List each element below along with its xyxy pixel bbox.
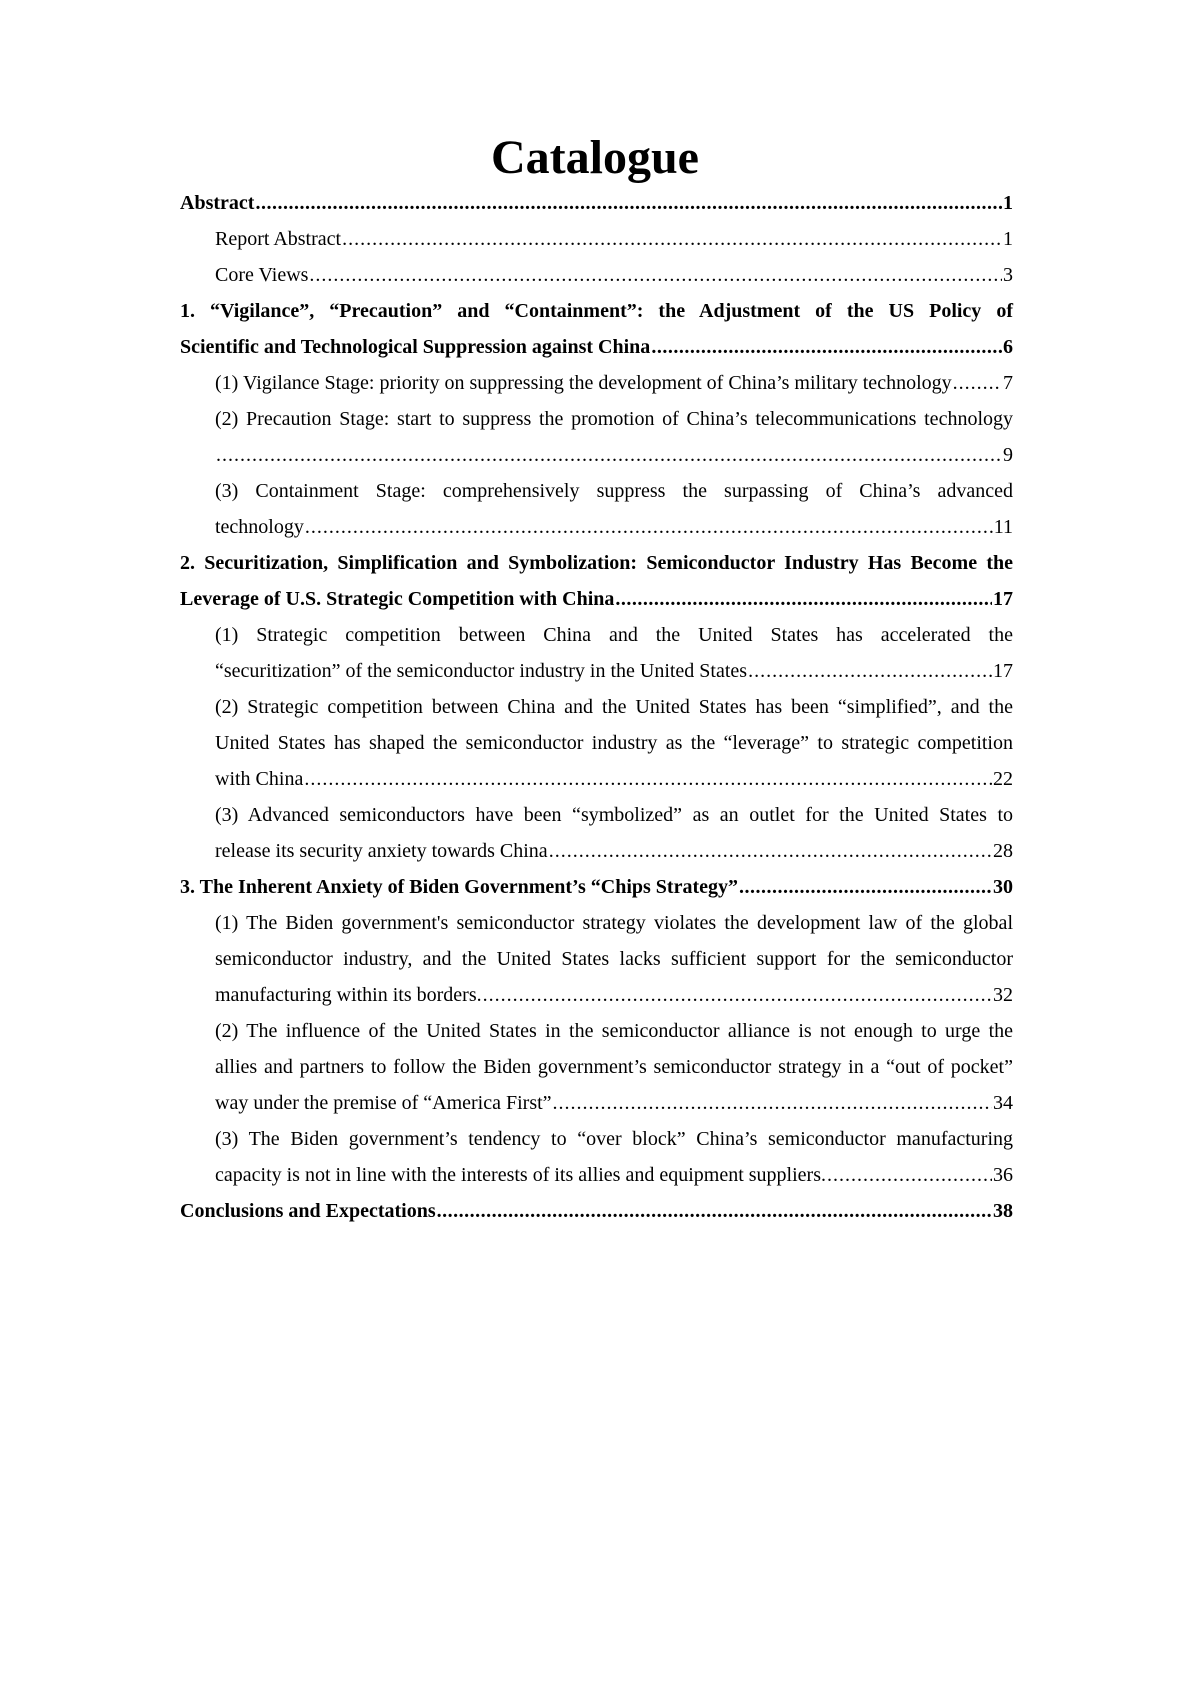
dot-leader bbox=[342, 221, 1002, 257]
toc-page-number: 28 bbox=[993, 840, 1013, 862]
toc-entry[interactable] bbox=[180, 869, 1013, 905]
toc-page-number: 36 bbox=[993, 1164, 1013, 1186]
toc-entry-text: 3. The Inherent Anxiety of Biden Government’s “Chips Strategy” bbox=[180, 876, 738, 898]
toc-page-number: 30 bbox=[993, 876, 1013, 898]
toc-entry-text: Scientific and Technological Suppression against China bbox=[180, 336, 651, 358]
toc-page-number: 17 bbox=[993, 588, 1013, 610]
toc-page-number: 3 bbox=[1003, 264, 1013, 286]
toc-page-number: 7 bbox=[1003, 372, 1013, 394]
toc-page-number: 17 bbox=[993, 660, 1013, 682]
dot-leader bbox=[304, 761, 992, 797]
toc-entry-text: with China bbox=[215, 768, 304, 790]
toc-entry-text: Abstract bbox=[180, 192, 255, 214]
toc-entry-text: (1) The Biden government's semiconductor strategy violates the development law of the global bbox=[215, 912, 1013, 934]
dot-leader bbox=[827, 1157, 992, 1193]
toc-page-number: 1 bbox=[1003, 228, 1013, 250]
toc-entry-text: 2. Securitization, Simplification and Symbolization: Semiconductor Industry Has Become the bbox=[180, 552, 1013, 574]
dot-leader bbox=[216, 437, 1002, 473]
toc-entry[interactable] bbox=[180, 1193, 1013, 1229]
toc-entry-text: United States has shaped the semiconductor industry as the “leverage” to strategic competition bbox=[215, 732, 1013, 754]
dot-leader bbox=[739, 869, 992, 905]
dot-leader bbox=[953, 365, 1002, 401]
toc-entry-text: (2) The influence of the United States in the semiconductor alliance is not enough to urge the bbox=[215, 1020, 1013, 1042]
toc-entry-text: technology bbox=[215, 516, 304, 538]
toc-page-number: 11 bbox=[993, 516, 1013, 538]
toc-entry[interactable] bbox=[180, 221, 1013, 257]
toc-page-number: 38 bbox=[993, 1200, 1013, 1222]
toc-page-number: 32 bbox=[993, 984, 1013, 1006]
toc-entry-text: capacity is not in line with the interests of its allies and equipment suppliers. bbox=[215, 1164, 826, 1186]
toc-entry-text: (1) Strategic competition between China and the United States has accelerated the bbox=[215, 624, 1013, 646]
toc-entry-text: manufacturing within its borders. bbox=[215, 984, 482, 1006]
toc-entry[interactable] bbox=[180, 401, 1013, 473]
toc-entry-text: (2) Strategic competition between China and the United States has been “simplified”, and the bbox=[215, 696, 1013, 718]
table-of-contents bbox=[180, 185, 1013, 1229]
dot-leader bbox=[549, 833, 992, 869]
toc-entry-text: semiconductor industry, and the United States lacks sufficient support for the semiconductor bbox=[215, 948, 1013, 970]
toc-entry-text: Leverage of U.S. Strategic Competition with China bbox=[180, 588, 615, 610]
toc-page-number: 9 bbox=[1003, 444, 1013, 466]
toc-entry[interactable] bbox=[180, 689, 1013, 797]
toc-entry-text: Core Views bbox=[215, 264, 309, 286]
toc-entry[interactable] bbox=[180, 473, 1013, 545]
toc-entry-text: (3) The Biden government’s tendency to “over block” China’s semiconductor manufacturing bbox=[215, 1128, 1013, 1150]
toc-entry-text: Report Abstract bbox=[215, 228, 342, 250]
toc-entry[interactable] bbox=[180, 185, 1013, 221]
dot-leader bbox=[305, 509, 993, 545]
toc-entry[interactable] bbox=[180, 1121, 1013, 1193]
toc-entry[interactable] bbox=[180, 365, 1013, 401]
toc-entry-text: way under the premise of “America First” bbox=[215, 1092, 552, 1114]
toc-entry-text: 1. “Vigilance”, “Precaution” and “Containment”: the Adjustment of the US Policy of bbox=[180, 300, 1013, 322]
dot-leader bbox=[553, 1085, 992, 1121]
toc-entry-text: (2) Precaution Stage: start to suppress the promotion of China’s telecommunications technology bbox=[215, 408, 1013, 430]
dot-leader bbox=[309, 257, 1002, 293]
toc-page-number: 1 bbox=[1003, 192, 1013, 214]
toc-entry[interactable] bbox=[180, 1013, 1013, 1121]
page-title: Catalogue bbox=[491, 131, 699, 184]
toc-page-number: 34 bbox=[993, 1092, 1013, 1114]
toc-entry-text: (3) Containment Stage: comprehensively suppress the surpassing of China’s advanced bbox=[215, 480, 1013, 502]
toc-entry[interactable] bbox=[180, 293, 1013, 365]
toc-entry[interactable] bbox=[180, 545, 1013, 617]
dot-leader bbox=[615, 581, 992, 617]
dot-leader bbox=[437, 1193, 992, 1229]
toc-entry-text: Conclusions and Expectations bbox=[180, 1200, 436, 1222]
toc-entry-text: “securitization” of the semiconductor industry in the United States bbox=[215, 660, 748, 682]
toc-entry[interactable] bbox=[180, 797, 1013, 869]
toc-page-number: 6 bbox=[1003, 336, 1013, 358]
dot-leader bbox=[483, 977, 992, 1013]
toc-entry-text: allies and partners to follow the Biden government’s semiconductor strategy in a “out of pocket” bbox=[215, 1056, 1013, 1078]
dot-leader bbox=[651, 329, 1002, 365]
dot-leader bbox=[748, 653, 992, 689]
dot-leader bbox=[255, 185, 1002, 221]
toc-entry-text: (3) Advanced semiconductors have been “symbolized” as an outlet for the United States to bbox=[215, 804, 1013, 826]
toc-entry-text: (1) Vigilance Stage: priority on suppressing the development of China’s military technology bbox=[215, 372, 952, 394]
toc-entry-text: release its security anxiety towards China bbox=[215, 840, 548, 862]
toc-entry[interactable] bbox=[180, 617, 1013, 689]
toc-entry[interactable] bbox=[180, 257, 1013, 293]
toc-page-number: 22 bbox=[993, 768, 1013, 790]
toc-entry[interactable] bbox=[180, 905, 1013, 1013]
